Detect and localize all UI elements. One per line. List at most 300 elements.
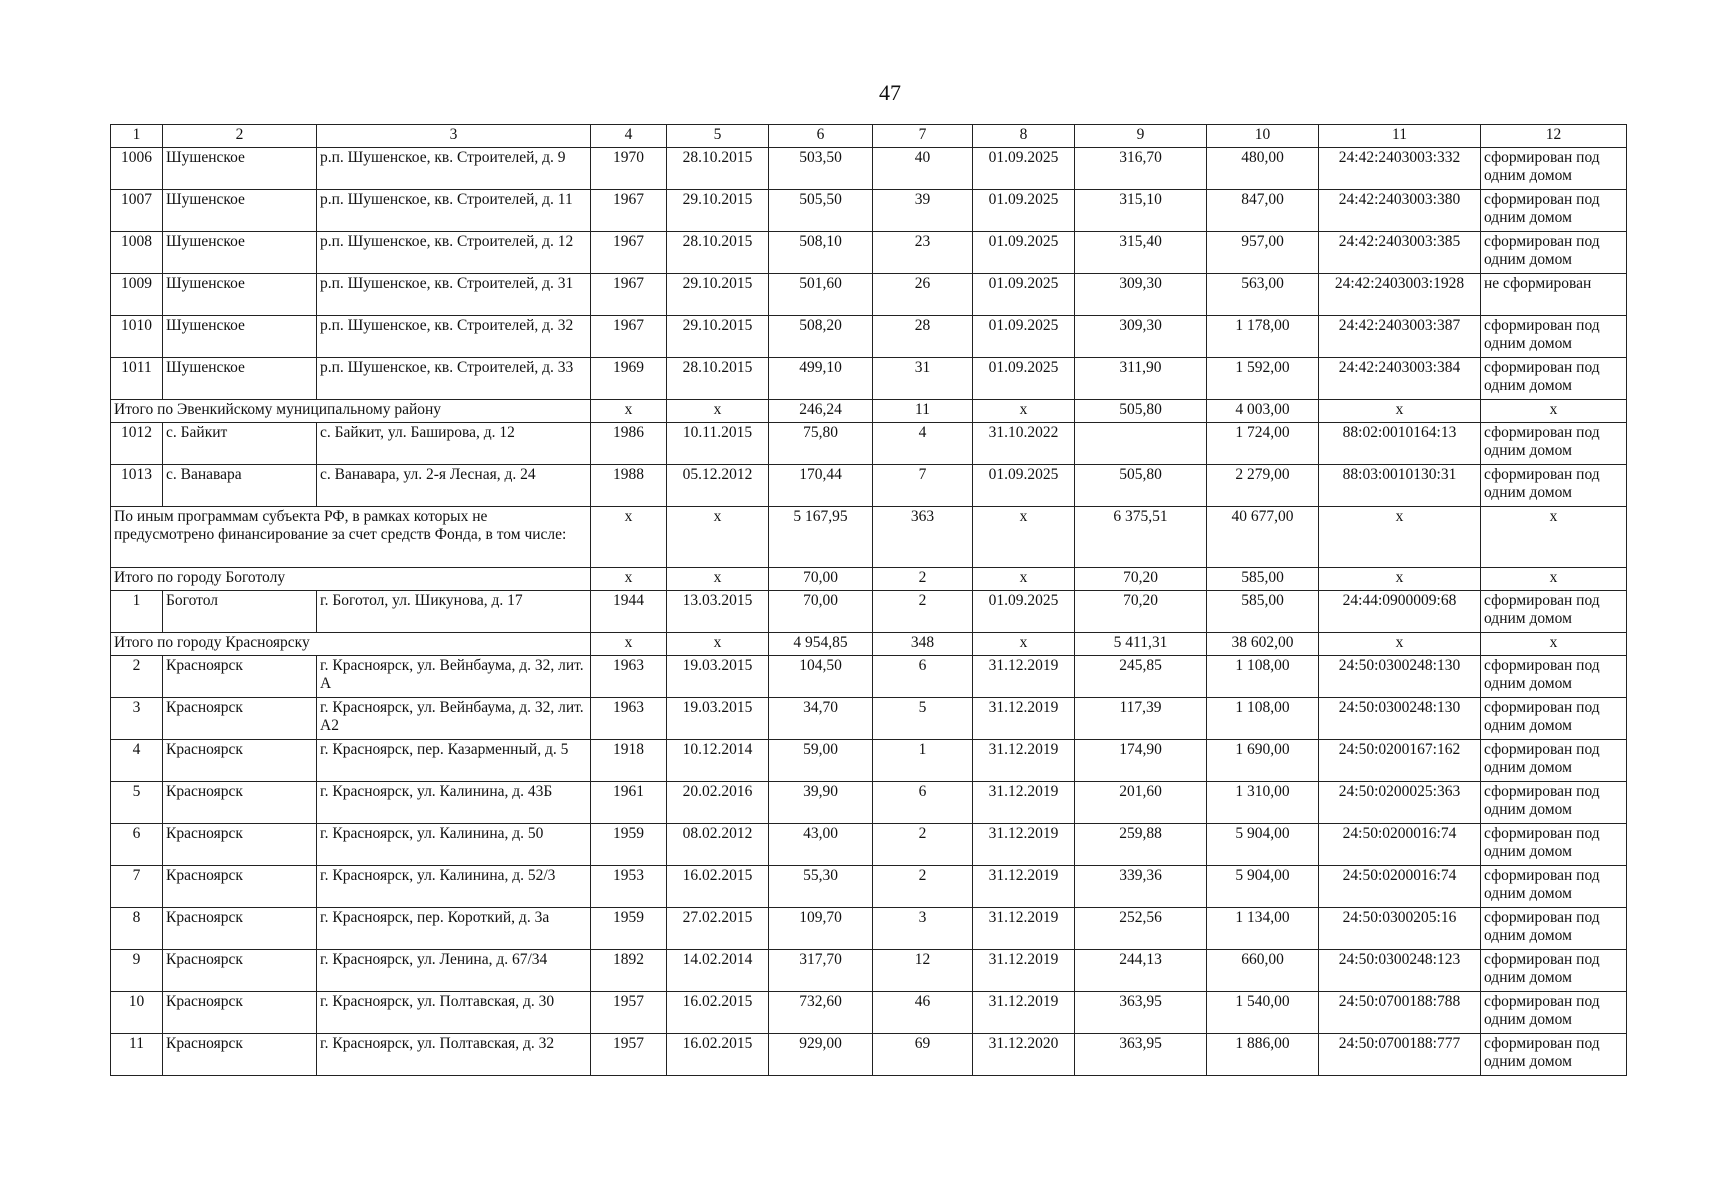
table-row: [111, 274, 1627, 316]
subtotal-row: [111, 507, 1627, 568]
cell-build-year: 1988: [591, 465, 667, 507]
cell-municipality: с. Байкит: [163, 423, 317, 465]
cell-municipality: Шушенское: [163, 316, 317, 358]
cell-relocation-date: 31.12.2020: [973, 1034, 1075, 1076]
column-header: 7: [873, 125, 973, 148]
cell-residents: 3: [873, 908, 973, 950]
cell-relocation-date: 31.12.2019: [973, 824, 1075, 866]
subtotal-cadastral-number: x: [1319, 633, 1481, 656]
cell-relocation-date: 31.12.2019: [973, 698, 1075, 740]
cell-relocation-date: 31.12.2019: [973, 992, 1075, 1034]
cell-cadastral-number: 24:50:0300205:16: [1319, 908, 1481, 950]
cell-row-number: 1009: [111, 274, 163, 316]
subtotal-area: 5 167,95: [769, 507, 873, 568]
cell-build-year: 1967: [591, 190, 667, 232]
cell-row-number: 7: [111, 866, 163, 908]
cell-unit-cost: 259,88: [1075, 824, 1207, 866]
cell-unit-cost: 309,30: [1075, 274, 1207, 316]
cell-recognition-date: 16.02.2015: [667, 866, 769, 908]
cell-build-year: 1963: [591, 656, 667, 698]
cell-land-status: сформирован под одним домом: [1481, 908, 1627, 950]
cell-relocation-date: 01.09.2025: [973, 316, 1075, 358]
cell-relocation-date: 01.09.2025: [973, 148, 1075, 190]
cell-build-year: 1967: [591, 274, 667, 316]
cell-unit-cost: 70,20: [1075, 591, 1207, 633]
cell-address: г. Красноярск, ул. Полтавская, д. 30: [317, 992, 591, 1034]
subtotal-row: [111, 633, 1627, 656]
cell-relocation-date: 01.09.2025: [973, 358, 1075, 400]
subtotal-land-area: 4 003,00: [1207, 400, 1319, 423]
table-row: [111, 740, 1627, 782]
cell-build-year: 1970: [591, 148, 667, 190]
subtotal-label: Итого по городу Красноярску: [111, 633, 591, 656]
cell-address: г. Красноярск, ул. Вейнбаума, д. 32, лит. А2: [317, 698, 591, 740]
cell-address: р.п. Шушенское, кв. Строителей, д. 31: [317, 274, 591, 316]
cell-land-area: 1 886,00: [1207, 1034, 1319, 1076]
cell-build-year: 1986: [591, 423, 667, 465]
cell-build-year: 1969: [591, 358, 667, 400]
cell-municipality: Красноярск: [163, 908, 317, 950]
cell-row-number: 1008: [111, 232, 163, 274]
table-row: [111, 824, 1627, 866]
subtotal-relocation-date: x: [973, 568, 1075, 591]
cell-land-area: 1 310,00: [1207, 782, 1319, 824]
cell-build-year: 1967: [591, 316, 667, 358]
table-row: [111, 465, 1627, 507]
column-header: 10: [1207, 125, 1319, 148]
column-header: 5: [667, 125, 769, 148]
cell-land-area: 563,00: [1207, 274, 1319, 316]
cell-area: 503,50: [769, 148, 873, 190]
table-body: [111, 148, 1627, 1076]
cell-municipality: Красноярск: [163, 866, 317, 908]
cell-unit-cost: 363,95: [1075, 1034, 1207, 1076]
table-row: [111, 232, 1627, 274]
cell-recognition-date: 13.03.2015: [667, 591, 769, 633]
cell-area: 929,00: [769, 1034, 873, 1076]
cell-land-status: не сформирован: [1481, 274, 1627, 316]
cell-cadastral-number: 24:42:2403003:332: [1319, 148, 1481, 190]
cell-address: г. Красноярск, ул. Калинина, д. 50: [317, 824, 591, 866]
cell-municipality: Шушенское: [163, 232, 317, 274]
cell-cadastral-number: 24:44:0900009:68: [1319, 591, 1481, 633]
cell-unit-cost: 245,85: [1075, 656, 1207, 698]
cell-municipality: Красноярск: [163, 992, 317, 1034]
subtotal-residents: 363: [873, 507, 973, 568]
cell-build-year: 1892: [591, 950, 667, 992]
subtotal-label: По иным программам субъекта РФ, в рамках которых не предусмотрено финансирование за счет средств Фонда, в том числе:: [111, 507, 591, 568]
cell-area: 508,10: [769, 232, 873, 274]
table-row: [111, 591, 1627, 633]
cell-recognition-date: 10.12.2014: [667, 740, 769, 782]
cell-land-status: сформирован под одним домом: [1481, 992, 1627, 1034]
cell-residents: 39: [873, 190, 973, 232]
cell-area: 70,00: [769, 591, 873, 633]
cell-land-area: 1 108,00: [1207, 656, 1319, 698]
cell-build-year: 1957: [591, 992, 667, 1034]
subtotal-relocation-date: x: [973, 507, 1075, 568]
cell-relocation-date: 31.12.2019: [973, 740, 1075, 782]
cell-area: 75,80: [769, 423, 873, 465]
table-row: [111, 316, 1627, 358]
subtotal-residents: 11: [873, 400, 973, 423]
cell-unit-cost: 311,90: [1075, 358, 1207, 400]
cell-unit-cost: 363,95: [1075, 992, 1207, 1034]
cell-municipality: Шушенское: [163, 274, 317, 316]
cell-land-status: сформирован под одним домом: [1481, 698, 1627, 740]
cell-address: г. Красноярск, ул. Полтавская, д. 32: [317, 1034, 591, 1076]
cell-address: г. Красноярск, пер. Казарменный, д. 5: [317, 740, 591, 782]
table-row: [111, 950, 1627, 992]
subtotal-area: 70,00: [769, 568, 873, 591]
cell-build-year: 1944: [591, 591, 667, 633]
table-row: [111, 190, 1627, 232]
cell-residents: 12: [873, 950, 973, 992]
cell-recognition-date: 20.02.2016: [667, 782, 769, 824]
column-header: 1: [111, 125, 163, 148]
cell-area: 170,44: [769, 465, 873, 507]
cell-row-number: 1011: [111, 358, 163, 400]
cell-relocation-date: 31.12.2019: [973, 782, 1075, 824]
cell-land-status: сформирован под одним домом: [1481, 148, 1627, 190]
cell-relocation-date: 31.12.2019: [973, 656, 1075, 698]
cell-row-number: 1007: [111, 190, 163, 232]
cell-land-area: 480,00: [1207, 148, 1319, 190]
cell-municipality: Красноярск: [163, 698, 317, 740]
cell-land-area: 1 724,00: [1207, 423, 1319, 465]
cell-residents: 5: [873, 698, 973, 740]
cell-area: 39,90: [769, 782, 873, 824]
table-row: [111, 358, 1627, 400]
cell-relocation-date: 01.09.2025: [973, 274, 1075, 316]
cell-municipality: Боготол: [163, 591, 317, 633]
cell-build-year: 1953: [591, 866, 667, 908]
cell-land-status: сформирован под одним домом: [1481, 190, 1627, 232]
cell-residents: 7: [873, 465, 973, 507]
cell-residents: 69: [873, 1034, 973, 1076]
cell-land-status: сформирован под одним домом: [1481, 740, 1627, 782]
cell-cadastral-number: 24:50:0700188:777: [1319, 1034, 1481, 1076]
subtotal-row: [111, 400, 1627, 423]
column-header: 6: [769, 125, 873, 148]
table-row: [111, 992, 1627, 1034]
cell-land-status: сформирован под одним домом: [1481, 950, 1627, 992]
cell-area: 501,60: [769, 274, 873, 316]
subtotal-land-area: 38 602,00: [1207, 633, 1319, 656]
cell-row-number: 6: [111, 824, 163, 866]
cell-land-area: 1 690,00: [1207, 740, 1319, 782]
cell-address: р.п. Шушенское, кв. Строителей, д. 33: [317, 358, 591, 400]
cell-cadastral-number: 24:50:0300248:123: [1319, 950, 1481, 992]
cell-area: 505,50: [769, 190, 873, 232]
cell-municipality: Шушенское: [163, 148, 317, 190]
cell-cadastral-number: 24:42:2403003:380: [1319, 190, 1481, 232]
cell-residents: 26: [873, 274, 973, 316]
cell-residents: 40: [873, 148, 973, 190]
cell-cadastral-number: 24:42:2403003:385: [1319, 232, 1481, 274]
cell-address: с. Байкит, ул. Баширова, д. 12: [317, 423, 591, 465]
cell-municipality: Красноярск: [163, 782, 317, 824]
cell-residents: 23: [873, 232, 973, 274]
subtotal-build-year: x: [591, 568, 667, 591]
column-header: 8: [973, 125, 1075, 148]
cell-relocation-date: 31.12.2019: [973, 908, 1075, 950]
cell-residents: 2: [873, 824, 973, 866]
table-row: [111, 423, 1627, 465]
subtotal-unit-cost: 505,80: [1075, 400, 1207, 423]
cell-relocation-date: 01.09.2025: [973, 190, 1075, 232]
cell-land-status: сформирован под одним домом: [1481, 656, 1627, 698]
cell-cadastral-number: 24:50:0300248:130: [1319, 656, 1481, 698]
subtotal-recognition-date: x: [667, 507, 769, 568]
cell-municipality: Шушенское: [163, 358, 317, 400]
cell-area: 508,20: [769, 316, 873, 358]
cell-recognition-date: 16.02.2015: [667, 1034, 769, 1076]
cell-unit-cost: 117,39: [1075, 698, 1207, 740]
cell-row-number: 10: [111, 992, 163, 1034]
subtotal-land-area: 40 677,00: [1207, 507, 1319, 568]
table-row: [111, 656, 1627, 698]
cell-land-status: сформирован под одним домом: [1481, 316, 1627, 358]
subtotal-land-status: x: [1481, 633, 1627, 656]
cell-municipality: Красноярск: [163, 1034, 317, 1076]
cell-row-number: 3: [111, 698, 163, 740]
page-number: 47: [879, 80, 901, 105]
cell-recognition-date: 29.10.2015: [667, 274, 769, 316]
cell-address: р.п. Шушенское, кв. Строителей, д. 11: [317, 190, 591, 232]
cell-municipality: Красноярск: [163, 656, 317, 698]
cell-residents: 2: [873, 591, 973, 633]
cell-recognition-date: 19.03.2015: [667, 698, 769, 740]
cell-row-number: 1: [111, 591, 163, 633]
subtotal-land-status: x: [1481, 400, 1627, 423]
cell-land-area: 1 178,00: [1207, 316, 1319, 358]
cell-unit-cost: 316,70: [1075, 148, 1207, 190]
cell-row-number: 1006: [111, 148, 163, 190]
subtotal-build-year: x: [591, 507, 667, 568]
cell-unit-cost: 339,36: [1075, 866, 1207, 908]
cell-land-area: 2 279,00: [1207, 465, 1319, 507]
cell-address: р.п. Шушенское, кв. Строителей, д. 12: [317, 232, 591, 274]
cell-municipality: с. Ванавара: [163, 465, 317, 507]
cell-area: 43,00: [769, 824, 873, 866]
subtotal-area: 246,24: [769, 400, 873, 423]
subtotal-recognition-date: x: [667, 633, 769, 656]
cell-cadastral-number: 24:42:2403003:1928: [1319, 274, 1481, 316]
cell-land-area: 957,00: [1207, 232, 1319, 274]
cell-unit-cost: 244,13: [1075, 950, 1207, 992]
column-header: 4: [591, 125, 667, 148]
cell-recognition-date: 19.03.2015: [667, 656, 769, 698]
cell-land-area: 1 108,00: [1207, 698, 1319, 740]
cell-area: 732,60: [769, 992, 873, 1034]
cell-recognition-date: 05.12.2012: [667, 465, 769, 507]
cell-area: 109,70: [769, 908, 873, 950]
cell-row-number: 11: [111, 1034, 163, 1076]
cell-land-area: 585,00: [1207, 591, 1319, 633]
cell-recognition-date: 14.02.2014: [667, 950, 769, 992]
subtotal-land-area: 585,00: [1207, 568, 1319, 591]
cell-relocation-date: 01.09.2025: [973, 591, 1075, 633]
subtotal-area: 4 954,85: [769, 633, 873, 656]
cell-land-area: 847,00: [1207, 190, 1319, 232]
subtotal-recognition-date: x: [667, 400, 769, 423]
cell-recognition-date: 08.02.2012: [667, 824, 769, 866]
cell-relocation-date: 01.09.2025: [973, 232, 1075, 274]
subtotal-unit-cost: 5 411,31: [1075, 633, 1207, 656]
cell-municipality: Шушенское: [163, 190, 317, 232]
cell-address: г. Красноярск, ул. Калинина, д. 43Б: [317, 782, 591, 824]
table-row: [111, 1034, 1627, 1076]
cell-recognition-date: 29.10.2015: [667, 190, 769, 232]
cell-row-number: 9: [111, 950, 163, 992]
cell-land-area: 5 904,00: [1207, 824, 1319, 866]
cell-land-status: сформирован под одним домом: [1481, 824, 1627, 866]
cell-land-area: 1 540,00: [1207, 992, 1319, 1034]
subtotal-unit-cost: 6 375,51: [1075, 507, 1207, 568]
cell-unit-cost: 315,10: [1075, 190, 1207, 232]
cell-build-year: 1961: [591, 782, 667, 824]
cell-build-year: 1959: [591, 824, 667, 866]
cell-row-number: 1013: [111, 465, 163, 507]
housing-registry-table: [110, 124, 1627, 1076]
column-header: 9: [1075, 125, 1207, 148]
cell-land-status: сформирован под одним домом: [1481, 1034, 1627, 1076]
cell-residents: 28: [873, 316, 973, 358]
cell-row-number: 1010: [111, 316, 163, 358]
cell-recognition-date: 10.11.2015: [667, 423, 769, 465]
table-row: [111, 908, 1627, 950]
cell-area: 59,00: [769, 740, 873, 782]
cell-residents: 4: [873, 423, 973, 465]
cell-cadastral-number: 24:50:0200016:74: [1319, 866, 1481, 908]
cell-land-area: 1 134,00: [1207, 908, 1319, 950]
subtotal-recognition-date: x: [667, 568, 769, 591]
subtotal-land-status: x: [1481, 507, 1627, 568]
cell-area: 55,30: [769, 866, 873, 908]
cell-recognition-date: 28.10.2015: [667, 148, 769, 190]
cell-build-year: 1957: [591, 1034, 667, 1076]
subtotal-relocation-date: x: [973, 400, 1075, 423]
subtotal-cadastral-number: x: [1319, 400, 1481, 423]
subtotal-residents: 2: [873, 568, 973, 591]
cell-address: г. Красноярск, ул. Вейнбаума, д. 32, лит. А: [317, 656, 591, 698]
cell-recognition-date: 28.10.2015: [667, 232, 769, 274]
subtotal-cadastral-number: x: [1319, 507, 1481, 568]
column-header: 2: [163, 125, 317, 148]
cell-address: р.п. Шушенское, кв. Строителей, д. 9: [317, 148, 591, 190]
cell-unit-cost: 315,40: [1075, 232, 1207, 274]
table-row: [111, 148, 1627, 190]
cell-land-status: сформирован под одним домом: [1481, 358, 1627, 400]
cell-land-status: сформирован под одним домом: [1481, 782, 1627, 824]
cell-area: 34,70: [769, 698, 873, 740]
cell-build-year: 1963: [591, 698, 667, 740]
subtotal-land-status: x: [1481, 568, 1627, 591]
cell-recognition-date: 29.10.2015: [667, 316, 769, 358]
cell-municipality: Красноярск: [163, 740, 317, 782]
cell-land-area: 660,00: [1207, 950, 1319, 992]
cell-unit-cost: 252,56: [1075, 908, 1207, 950]
cell-residents: 46: [873, 992, 973, 1034]
cell-recognition-date: 27.02.2015: [667, 908, 769, 950]
cell-land-status: сформирован под одним домом: [1481, 465, 1627, 507]
cell-address: р.п. Шушенское, кв. Строителей, д. 32: [317, 316, 591, 358]
cell-relocation-date: 01.09.2025: [973, 465, 1075, 507]
subtotal-cadastral-number: x: [1319, 568, 1481, 591]
cell-cadastral-number: 24:50:0200167:162: [1319, 740, 1481, 782]
column-number-row: [111, 125, 1627, 148]
subtotal-unit-cost: 70,20: [1075, 568, 1207, 591]
subtotal-row: [111, 568, 1627, 591]
cell-row-number: 5: [111, 782, 163, 824]
cell-area: 317,70: [769, 950, 873, 992]
cell-cadastral-number: 24:42:2403003:384: [1319, 358, 1481, 400]
cell-land-status: сформирован под одним домом: [1481, 866, 1627, 908]
cell-unit-cost: 174,90: [1075, 740, 1207, 782]
cell-unit-cost: 505,80: [1075, 465, 1207, 507]
cell-row-number: 1012: [111, 423, 163, 465]
table-row: [111, 698, 1627, 740]
cell-residents: 1: [873, 740, 973, 782]
cell-address: г. Красноярск, ул. Ленина, д. 67/34: [317, 950, 591, 992]
cell-area: 499,10: [769, 358, 873, 400]
cell-relocation-date: 31.12.2019: [973, 950, 1075, 992]
cell-municipality: Красноярск: [163, 824, 317, 866]
cell-cadastral-number: 88:02:0010164:13: [1319, 423, 1481, 465]
cell-build-year: 1967: [591, 232, 667, 274]
cell-municipality: Красноярск: [163, 950, 317, 992]
subtotal-build-year: x: [591, 633, 667, 656]
cell-address: г. Красноярск, пер. Короткий, д. 3а: [317, 908, 591, 950]
cell-cadastral-number: 24:42:2403003:387: [1319, 316, 1481, 358]
cell-land-status: сформирован под одним домом: [1481, 232, 1627, 274]
table-row: [111, 866, 1627, 908]
cell-cadastral-number: 24:50:0700188:788: [1319, 992, 1481, 1034]
subtotal-build-year: x: [591, 400, 667, 423]
cell-unit-cost: 201,60: [1075, 782, 1207, 824]
cell-land-area: 1 592,00: [1207, 358, 1319, 400]
cell-address: г. Боготол, ул. Шикунова, д. 17: [317, 591, 591, 633]
cell-land-status: сформирован под одним домом: [1481, 591, 1627, 633]
cell-recognition-date: 16.02.2015: [667, 992, 769, 1034]
cell-row-number: 8: [111, 908, 163, 950]
cell-relocation-date: 31.12.2019: [973, 866, 1075, 908]
cell-residents: 6: [873, 782, 973, 824]
cell-address: г. Красноярск, ул. Калинина, д. 52/3: [317, 866, 591, 908]
cell-land-area: 5 904,00: [1207, 866, 1319, 908]
cell-build-year: 1918: [591, 740, 667, 782]
subtotal-residents: 348: [873, 633, 973, 656]
cell-address: с. Ванавара, ул. 2-я Лесная, д. 24: [317, 465, 591, 507]
cell-cadastral-number: 88:03:0010130:31: [1319, 465, 1481, 507]
cell-row-number: 2: [111, 656, 163, 698]
cell-cadastral-number: 24:50:0200016:74: [1319, 824, 1481, 866]
cell-cadastral-number: 24:50:0200025:363: [1319, 782, 1481, 824]
cell-build-year: 1959: [591, 908, 667, 950]
cell-residents: 6: [873, 656, 973, 698]
column-header: 12: [1481, 125, 1627, 148]
cell-unit-cost: [1075, 423, 1207, 465]
cell-row-number: 4: [111, 740, 163, 782]
table-row: [111, 782, 1627, 824]
cell-residents: 31: [873, 358, 973, 400]
subtotal-label: Итого по городу Боготолу: [111, 568, 591, 591]
cell-area: 104,50: [769, 656, 873, 698]
cell-unit-cost: 309,30: [1075, 316, 1207, 358]
cell-relocation-date: 31.10.2022: [973, 423, 1075, 465]
cell-recognition-date: 28.10.2015: [667, 358, 769, 400]
